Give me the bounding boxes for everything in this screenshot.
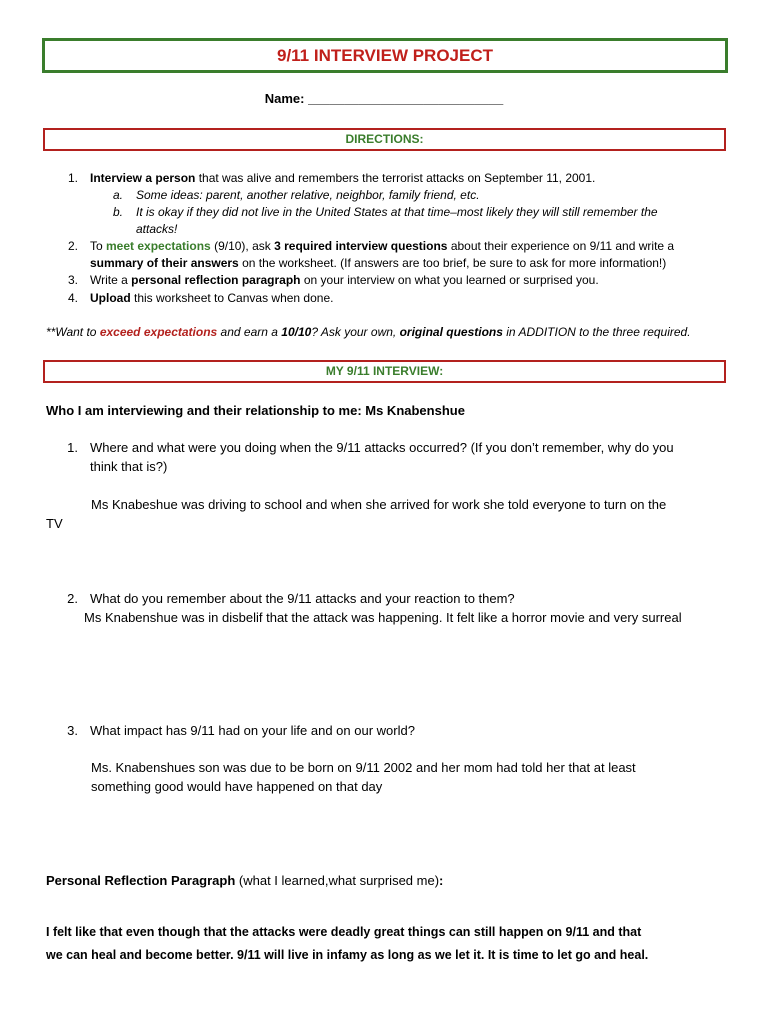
question-1-num: 1. bbox=[67, 440, 78, 455]
direction-4-bold: Upload bbox=[90, 291, 131, 305]
answer-1-line2: TV bbox=[46, 516, 63, 531]
direction-2-mid: (9/10), ask bbox=[210, 239, 275, 253]
exceed-expectations-note bbox=[46, 324, 746, 341]
exceed-post: in ADDITION to the three required. bbox=[502, 325, 691, 339]
direction-3-bold: personal reflection paragraph bbox=[131, 273, 301, 287]
question-2-num: 2. bbox=[67, 591, 78, 606]
direction-1-bold: Interview a person bbox=[90, 171, 196, 185]
direction-b-num: b. bbox=[112, 205, 123, 219]
direction-2-line1 bbox=[90, 238, 730, 255]
question-1-line2: think that is?) bbox=[90, 459, 168, 474]
exceed-bold: 10/10 bbox=[281, 325, 312, 339]
direction-4-rest: this worksheet to Canvas when done. bbox=[130, 291, 334, 305]
direction-3-num: 3. bbox=[67, 273, 78, 287]
interviewee: Who I am interviewing and their relationship to me: Ms Knabenshue bbox=[46, 403, 465, 418]
directions-box bbox=[43, 128, 726, 151]
exceed-red: exceed expectations bbox=[99, 325, 218, 339]
direction-2-pre: To bbox=[90, 239, 107, 253]
direction-2-bold2: summary of their answers bbox=[90, 256, 239, 270]
answer-1-line1: Ms Knabeshue was driving to school and when she arrived for work she told everyone to turn on the bbox=[91, 497, 667, 512]
direction-2-post1: about their experience on 9/11 and write a bbox=[447, 239, 675, 253]
interview-box bbox=[43, 360, 726, 383]
title-box bbox=[42, 38, 728, 73]
direction-3 bbox=[90, 272, 730, 289]
direction-1-text: that was alive and remembers the terrorist attacks on September 11, 2001. bbox=[195, 171, 596, 185]
direction-2-bold1: 3 required interview questions bbox=[274, 239, 448, 253]
exceed-mid2: ? Ask your own, bbox=[311, 325, 400, 339]
name-blank: ___________________________ bbox=[308, 91, 504, 106]
answer-3-line1: Ms. Knabenshues son was due to be born on 9/11 2002 and her mom had told her that at least bbox=[91, 760, 636, 775]
reflection-line1: I felt like that even though that the attacks were deadly great things can still happen on 9/11 and that bbox=[46, 925, 642, 939]
direction-b-line2: attacks! bbox=[136, 222, 178, 236]
reflection-heading bbox=[46, 871, 746, 890]
direction-1 bbox=[90, 170, 730, 187]
question-1-line1: Where and what were you doing when the 9/11 attacks occurred? (If you don’t remember, why do you bbox=[90, 440, 674, 455]
direction-1-num: 1. bbox=[67, 171, 78, 185]
direction-b-line1: It is okay if they did not live in the United States at that time–most likely they will still remember the bbox=[136, 205, 658, 219]
name-field bbox=[0, 91, 768, 106]
reflection-line2: we can heal and become better. 9/11 will live in infamy as long as we let it. It is time to let go and heal. bbox=[46, 948, 649, 962]
reflection-colon: : bbox=[439, 873, 444, 888]
direction-3-rest: on your interview on what you learned or surprised you. bbox=[300, 273, 599, 287]
exceed-pre: **Want to bbox=[46, 325, 100, 339]
direction-4 bbox=[90, 290, 730, 307]
direction-3-pre: Write a bbox=[90, 273, 132, 287]
direction-a-num: a. bbox=[112, 188, 123, 202]
page-title: 9/11 INTERVIEW PROJECT bbox=[276, 46, 494, 65]
interview-heading: MY 9/11 INTERVIEW: bbox=[325, 364, 444, 378]
question-3-num: 3. bbox=[67, 723, 78, 738]
meet-expectations: meet expectations bbox=[106, 239, 211, 253]
exceed-mid: and earn a bbox=[217, 325, 282, 339]
direction-2-post2: on the worksheet. (If answers are too brief, be sure to ask for more information!) bbox=[238, 256, 667, 270]
direction-4-num: 4. bbox=[67, 291, 78, 305]
direction-2-num: 2. bbox=[67, 239, 78, 253]
answer-3-line2: something good would have happened on that day bbox=[91, 779, 383, 794]
answer-2-line1: Ms Knabenshue was in disbelif that the attack was happening. It felt like a horror movie and very surreal bbox=[84, 610, 682, 625]
directions-heading: DIRECTIONS: bbox=[345, 132, 424, 146]
question-3-line1: What impact has 9/11 had on your life and on our world? bbox=[90, 723, 415, 738]
reflection-label: Personal Reflection Paragraph bbox=[46, 873, 236, 888]
direction-a-text: Some ideas: parent, another relative, neighbor, family friend, etc. bbox=[136, 188, 480, 202]
reflection-paren: (what I learned,what surprised me) bbox=[235, 873, 440, 888]
name-label: Name: bbox=[264, 91, 305, 106]
direction-2-line2 bbox=[90, 255, 730, 272]
exceed-bold2: original questions bbox=[399, 325, 503, 339]
question-2-line1: What do you remember about the 9/11 attacks and your reaction to them? bbox=[90, 591, 515, 606]
